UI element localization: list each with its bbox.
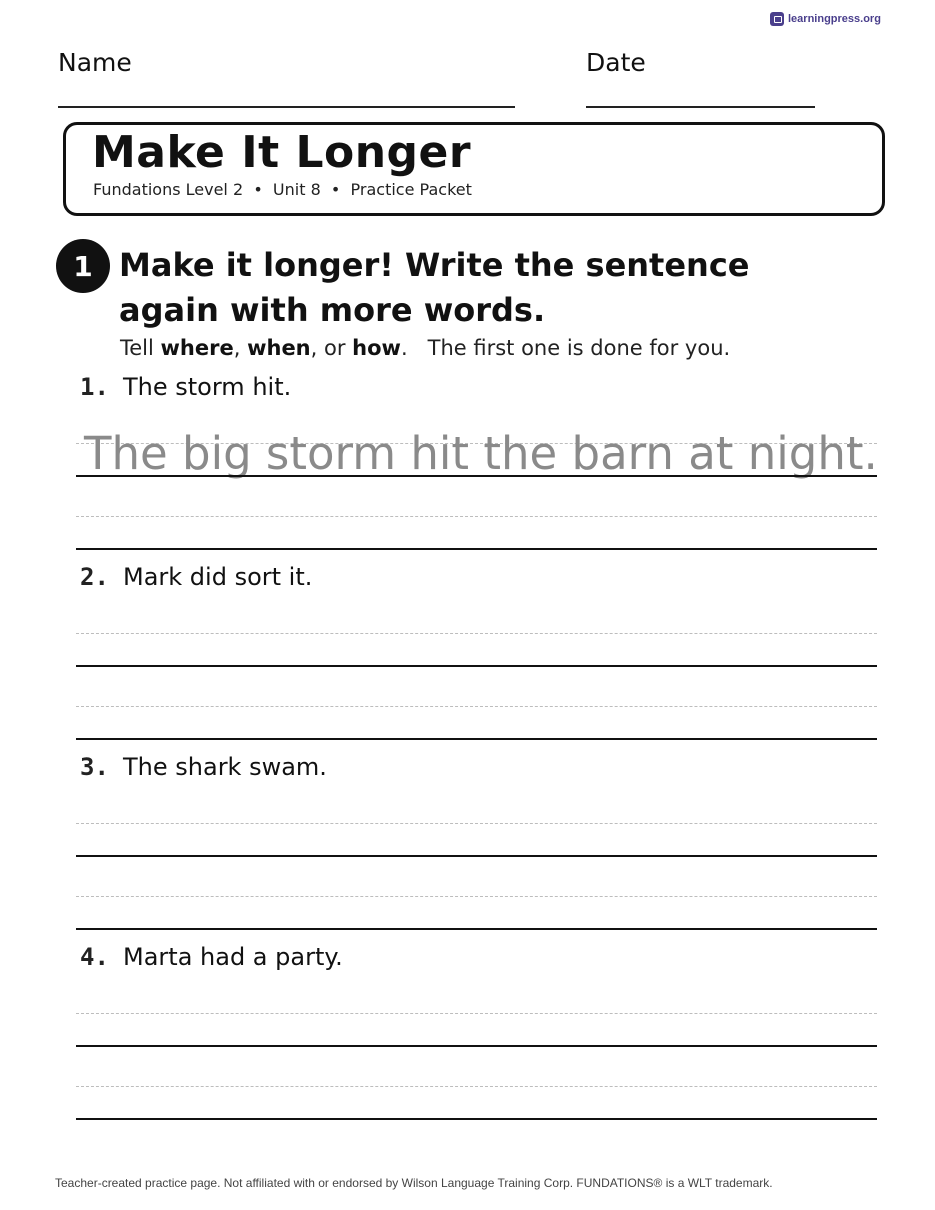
guide-dashed-line <box>76 633 877 634</box>
writing-line[interactable] <box>76 665 877 667</box>
writing-line[interactable] <box>76 548 877 550</box>
page-title: Make It Longer <box>92 127 472 178</box>
item-number: 4. <box>80 943 109 971</box>
section-number-badge: 1 <box>56 239 110 293</box>
guide-dashed-line <box>76 896 877 897</box>
name-line[interactable] <box>58 106 515 108</box>
hint-word-how: how <box>352 336 401 360</box>
item-prompt: Mark did sort it. <box>123 563 313 591</box>
hint-word-when: when <box>247 336 311 360</box>
name-label: Name <box>58 48 132 77</box>
writing-line[interactable] <box>76 1118 877 1120</box>
guide-dashed-line <box>76 1013 877 1014</box>
brand-link[interactable] <box>770 12 881 26</box>
item-prompt: The shark swam. <box>123 753 327 781</box>
item-number: 3. <box>80 753 109 781</box>
item-prompt: The storm hit. <box>123 373 292 401</box>
date-line[interactable] <box>586 106 815 108</box>
writing-line[interactable] <box>76 855 877 857</box>
guide-dashed-line <box>76 516 877 517</box>
writing-line[interactable] <box>76 1045 877 1047</box>
footer-disclaimer: Teacher-created practice page. Not affiliated with or endorsed by Wilson Language Training Corp. FUNDATIONS® is a WLT trademark. <box>55 1176 773 1190</box>
item-number: 1. <box>80 373 109 401</box>
book-icon <box>770 12 784 26</box>
example-answer: The big storm hit the barn at night. <box>84 427 878 480</box>
guide-dashed-line <box>76 823 877 824</box>
section-instruction: Make it longer! Write the sentence again with more words. <box>119 246 750 329</box>
page-subtitle: Fundations Level 2 • Unit 8 • Practice Packet <box>93 180 472 199</box>
date-label: Date <box>586 48 646 77</box>
guide-dashed-line <box>76 706 877 707</box>
writing-line[interactable] <box>76 928 877 930</box>
guide-dashed-line <box>76 1086 877 1087</box>
brand-text: learningpress.org <box>788 13 881 25</box>
item-number: 2. <box>80 563 109 591</box>
hint-word-where: where <box>160 336 234 360</box>
writing-line[interactable] <box>76 738 877 740</box>
writing-line[interactable] <box>76 475 877 477</box>
section-hint: Tell where, when, or how. The first one is done for you. <box>120 336 731 360</box>
item-prompt: Marta had a party. <box>123 943 343 971</box>
